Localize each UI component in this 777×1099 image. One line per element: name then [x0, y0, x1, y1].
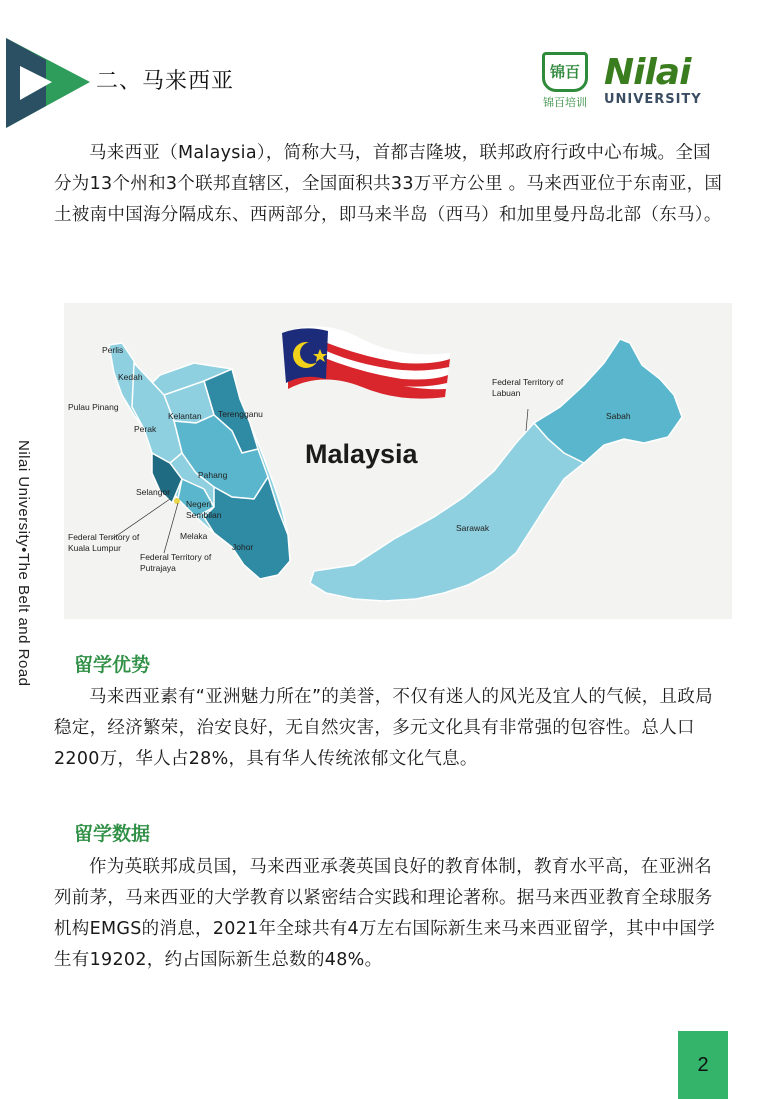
label-negeri: Negeri Sembilan	[186, 499, 222, 520]
label-putrajaya: Federal Territory of Putrajaya	[140, 552, 212, 573]
label-sabah: Sabah	[606, 411, 631, 421]
label-selangor: Selangor	[136, 487, 171, 497]
heading-advantages: 留学优势	[74, 654, 151, 676]
jinbai-logo	[540, 52, 590, 110]
side-vertical-text: Nilai University•The Belt and Road	[15, 440, 32, 687]
label-labuan: Federal Territory of Labuan	[492, 377, 564, 398]
jinbai-seal-icon: 锦百	[542, 52, 588, 92]
label-johor: Johor	[232, 542, 254, 552]
malaysia-flag	[282, 326, 450, 398]
label-penang: Pulau Pinang	[68, 402, 119, 412]
map-title: Malaysia	[305, 439, 418, 469]
label-kedah: Kedah	[118, 372, 143, 382]
nilai-wordmark: Nilai	[604, 52, 691, 93]
label-melaka: Melaka	[180, 531, 208, 541]
label-terengganu: Terengganu	[218, 409, 263, 419]
putrajaya-marker	[174, 498, 180, 504]
nilai-subtitle: UNIVERSITY	[604, 92, 702, 107]
label-pahang: Pahang	[198, 470, 228, 480]
heading-data: 留学数据	[74, 823, 151, 845]
label-kelantan: Kelantan	[168, 411, 202, 421]
label-sarawak: Sarawak	[456, 523, 490, 533]
sabah-state	[534, 339, 682, 463]
brand-logos	[540, 52, 715, 112]
nilai-logo	[604, 52, 716, 107]
label-kuala-lumpur: Federal Territory of Kuala Lumpur	[68, 532, 140, 553]
label-perak: Perak	[134, 424, 157, 434]
data-paragraph: 作为英联邦成员国，马来西亚承袭英国良好的教育体制，教育水平高，在亚洲名列前茅，马来西亚的大学教育以紧密结合实践和理论著称。据马来西亚教育全球服务机构EMGS的消息，2021年全球共有4万左右国际新生来马来西亚留学，其中中国学生有19202，约占国际新生总数的48%。	[54, 857, 715, 970]
label-perlis: Perlis	[102, 345, 124, 355]
intro-paragraph: 马来西亚（Malaysia），简称大马，首都吉隆坡，联邦政府行政中心布城。全国分为13个州和3个联邦直辖区，全国面积共33万平方公里 。马来西亚位于东南亚，国土被南中国海分隔成东、西两部分，即马来半岛（西马）和加里曼丹岛北部（东马）。	[54, 143, 723, 225]
advantages-paragraph: 马来西亚素有“亚洲魅力所在”的美誉，不仅有迷人的风光及宜人的气候，且政局稳定，经济繁荣，治安良好，无自然灾害，多元文化具有非常强的包容性。总人口2200万，华人占28%，具有华人传统浓郁文化气息。	[54, 687, 713, 769]
jinbai-caption: 锦百培训	[543, 96, 587, 109]
malaysia-map	[64, 303, 732, 619]
page-number: 2	[678, 1031, 728, 1099]
corner-triangle-mark	[6, 38, 90, 128]
section-title: 二、马来西亚	[96, 69, 235, 94]
